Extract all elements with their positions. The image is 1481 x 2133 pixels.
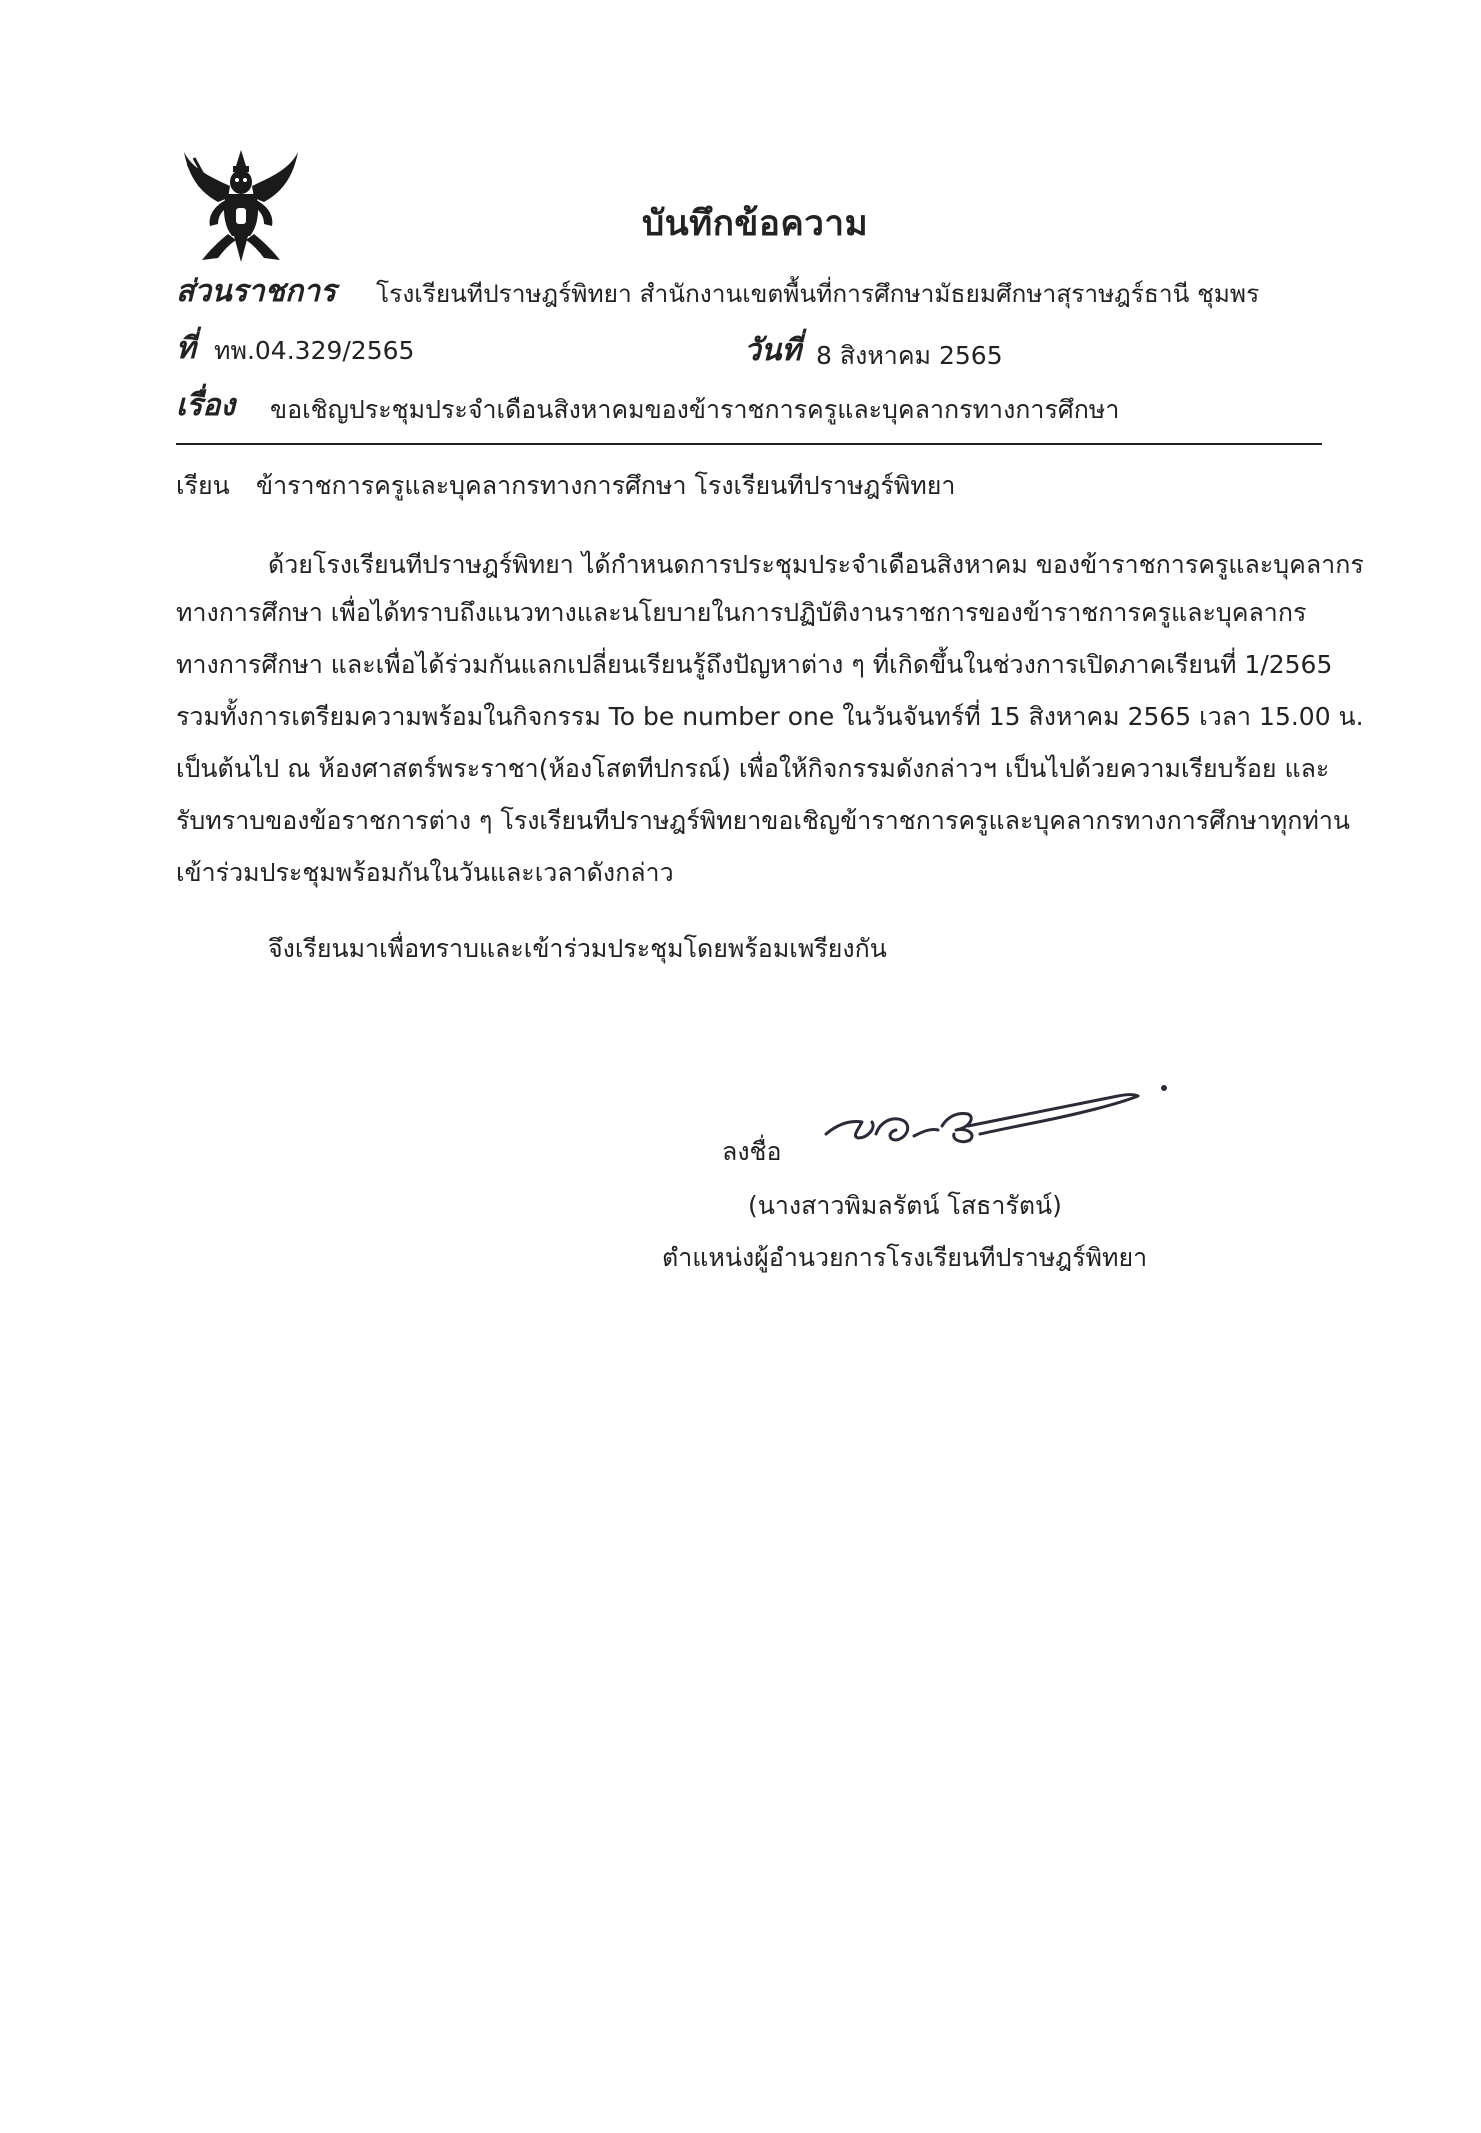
closing-line: จึงเรียนมาเพื่อทราบและเข้าร่วมประชุมโดยพร้อมเพรียงกัน <box>268 934 887 963</box>
signer-name: (นางสาวพิมลรัตน์ โสธารัตน์) <box>748 1191 1062 1220</box>
date-label: วันที่ <box>744 333 802 368</box>
sign-label: ลงชื่อ <box>722 1137 782 1166</box>
ref-value: ทพ.04.329/2565 <box>214 336 415 365</box>
date-value: 8 สิงหาคม 2565 <box>816 341 1003 370</box>
memo-title: บันทึกข้อความ <box>642 204 869 244</box>
subject-value: ขอเชิญประชุมประจำเดือนสิงหาคมของข้าราชการครูและบุคลากรทางการศึกษา <box>270 395 1120 424</box>
body-line-7: เข้าร่วมประชุมพร้อมกันในวันและเวลาดังกล่าว <box>176 858 674 887</box>
department-label: ส่วนราชการ <box>176 274 337 309</box>
signer-position: ตำแหน่งผู้อำนวยการโรงเรียนทีปราษฎร์พิทยา <box>662 1243 1148 1272</box>
body-line-4: รวมทั้งการเตรียมความพร้อมในกิจกรรม To be number one ในวันจันทร์ที่ 15 สิงหาคม 2565 เวลา 15.00 น. <box>176 702 1364 731</box>
body-line-5: เป็นต้นไป ณ ห้องศาสตร์พระราชา(ห้องโสตทีปกรณ์) เพื่อให้กิจกรรมดังกล่าวฯ เป็นไปด้วยความเรียบร้อย และ <box>176 754 1330 783</box>
body-line-1: ด้วยโรงเรียนทีปราษฎร์พิทยา ได้กำหนดการประชุมประจำเดือนสิงหาคม ของข้าราชการครูและบุคลากร <box>268 550 1364 579</box>
to-label: เรียน <box>176 471 230 500</box>
subject-label: เรื่อง <box>176 388 236 423</box>
header-divider <box>176 443 1322 445</box>
garuda-emblem-icon <box>178 146 304 264</box>
body-line-6: รับทราบของข้อราชการต่าง ๆ โรงเรียนทีปราษฎร์พิทยาขอเชิญข้าราชการครูและบุคลากรทางการศึกษาทุกท่าน <box>176 806 1350 835</box>
to-value: ข้าราชการครูและบุคลากรทางการศึกษา โรงเรียนทีปราษฎร์พิทยา <box>256 471 956 500</box>
ref-label: ที่ <box>176 331 196 366</box>
department-value: โรงเรียนทีปราษฎร์พิทยา สำนักงานเขตพื้นที่การศึกษามัธยมศึกษาสุราษฎร์ธานี ชุมพร <box>376 279 1260 308</box>
body-line-2: ทางการศึกษา เพื่อได้ทราบถึงแนวทางและนโยบายในการปฏิบัติงานราชการของข้าราชการครูและบุคลากร <box>176 598 1307 627</box>
handwritten-signature <box>818 1082 1178 1162</box>
body-line-3: ทางการศึกษา และเพื่อได้ร่วมกันแลกเปลี่ยนเรียนรู้ถึงปัญหาต่าง ๆ ที่เกิดขึ้นในช่วงการเปิดภาคเรียนที่ 1/2565 <box>176 650 1333 679</box>
